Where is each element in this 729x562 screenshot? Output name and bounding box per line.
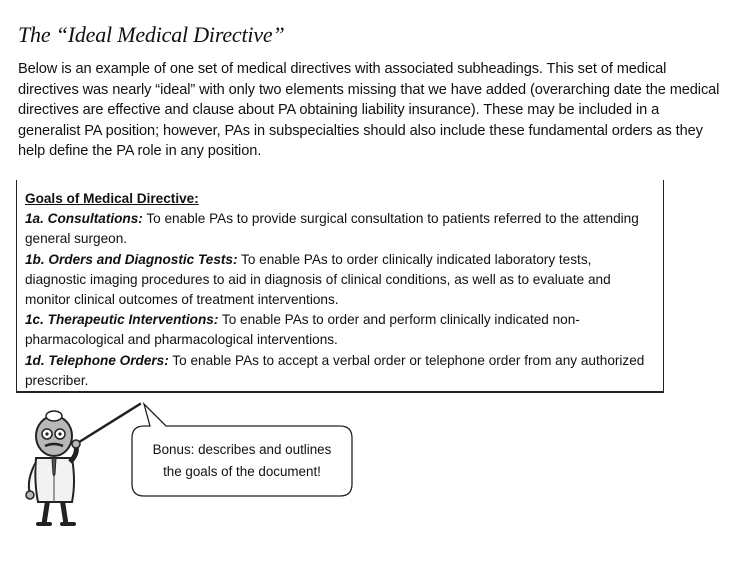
callout-line-1: Bonus: describes and outlines (152, 442, 332, 457)
directive-item-label: 1a. Consultations: (25, 211, 143, 227)
medical-directive-box (16, 180, 664, 393)
directive-heading: Goals of Medical Directive: (25, 191, 199, 206)
directive-item-therapeutic (25, 310, 655, 350)
directive-item-text: To enable PAs to order clinically indicated laboratory tests, diagnostic imaging procedures to aid in diagnosis of clinical conditions, as well as to evaluate and monitor clinical outcomes of treatment interventions. (25, 251, 611, 308)
directive-item-label: 1b. Orders and Diagnostic Tests: (25, 251, 238, 267)
page-title: The “Ideal Medical Directive” (18, 22, 285, 47)
intro-paragraph: Below is an example of one set of medical directives with associated subheadings. This set of medical directives was nearly “ideal” with only two elements missing that we have added (overarching date the medical directives are effective and clause about PA obtaining liability insurance). These may be included in a generalist PA position; however, PAs in subspecialties should also include these fundamental orders as they help define the PA role in any position. (18, 61, 720, 160)
directive-item-label: 1d. Telephone Orders: (25, 352, 169, 368)
directive-item-telephone (25, 351, 655, 391)
directive-item-label: 1c. Therapeutic Interventions: (25, 312, 219, 328)
callout-line-2: the goals of the document! (163, 464, 321, 479)
directive-item-consultations (25, 209, 655, 249)
directive-item-text: To enable PAs to provide surgical consultation to patients referred to the attending general surgeon. (25, 211, 639, 247)
directive-item-orders (25, 250, 655, 311)
directive-item-text: To enable PAs to order and perform clinically indicated non-pharmacological and pharmacological interventions. (25, 312, 580, 348)
head-mirror (46, 411, 62, 421)
directive-item-text: To enable PAs to accept a verbal order or telephone order from any authorized prescriber. (25, 352, 645, 388)
speech-bubble-text (134, 439, 350, 483)
doctor-head (36, 416, 72, 456)
